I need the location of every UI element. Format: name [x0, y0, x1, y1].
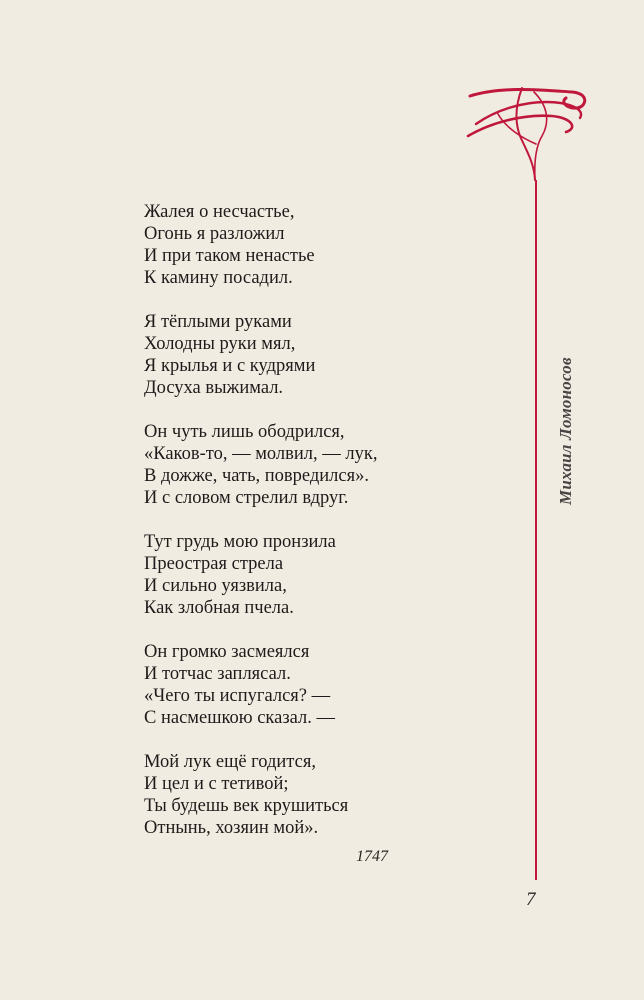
poem-text: [144, 201, 378, 861]
poem-line: Он чуть лишь ободрился,: [144, 422, 345, 442]
poem-line: Я тёплыми руками: [144, 312, 292, 332]
poem-line: И тотчас заплясал.: [144, 664, 291, 684]
stanza: [144, 641, 378, 729]
poem-line: И с словом стрелил вдруг.: [144, 488, 349, 508]
poem-line: И цел и с тетивой;: [144, 774, 289, 794]
poem-line: Мой лук ещё годится,: [144, 752, 316, 772]
poem-line: Холодны руки мял,: [144, 334, 296, 354]
poem-line: «Чего ты испугался? —: [144, 686, 331, 706]
poem-line: Он громко засмеялся: [144, 642, 310, 662]
poem-line: Отнынь, хозяин мой».: [144, 818, 319, 838]
poem-line: С насмешкою сказал. —: [144, 708, 335, 728]
poem-line: Досуха выжимал.: [144, 378, 284, 398]
flourish-ornament-icon: [462, 84, 590, 194]
stanza: [144, 201, 378, 289]
poem-line: Как злобная пчела.: [144, 598, 294, 618]
stanza: [144, 311, 378, 399]
poem-line: Преострая стрела: [144, 554, 284, 574]
page-number: 7: [526, 889, 536, 910]
poem-line: В дожже, чать, повредился».: [144, 466, 369, 486]
poem-year: 1747: [356, 848, 388, 865]
stanza: [144, 421, 378, 509]
vertical-rule: [535, 180, 537, 880]
poem-line: Жалея о несчастье,: [144, 202, 295, 222]
stanza: [144, 531, 378, 619]
poem-line: Огонь я разложил: [144, 224, 285, 244]
poem-line: И при таком ненастье: [144, 246, 315, 266]
poem-line: И сильно уязвила,: [144, 576, 287, 596]
poem-line: Я крылья и с кудрями: [144, 356, 316, 376]
running-head-author: Михаил Ломоносов: [556, 357, 575, 505]
poem-line: К камину посадил.: [144, 268, 293, 288]
stanza: [144, 751, 378, 839]
poem-line: Тут грудь мою пронзила: [144, 532, 336, 552]
poem-line: «Каков-то, — молвил, — лук,: [144, 444, 378, 464]
poem-line: Ты будешь век крушиться: [144, 796, 349, 816]
